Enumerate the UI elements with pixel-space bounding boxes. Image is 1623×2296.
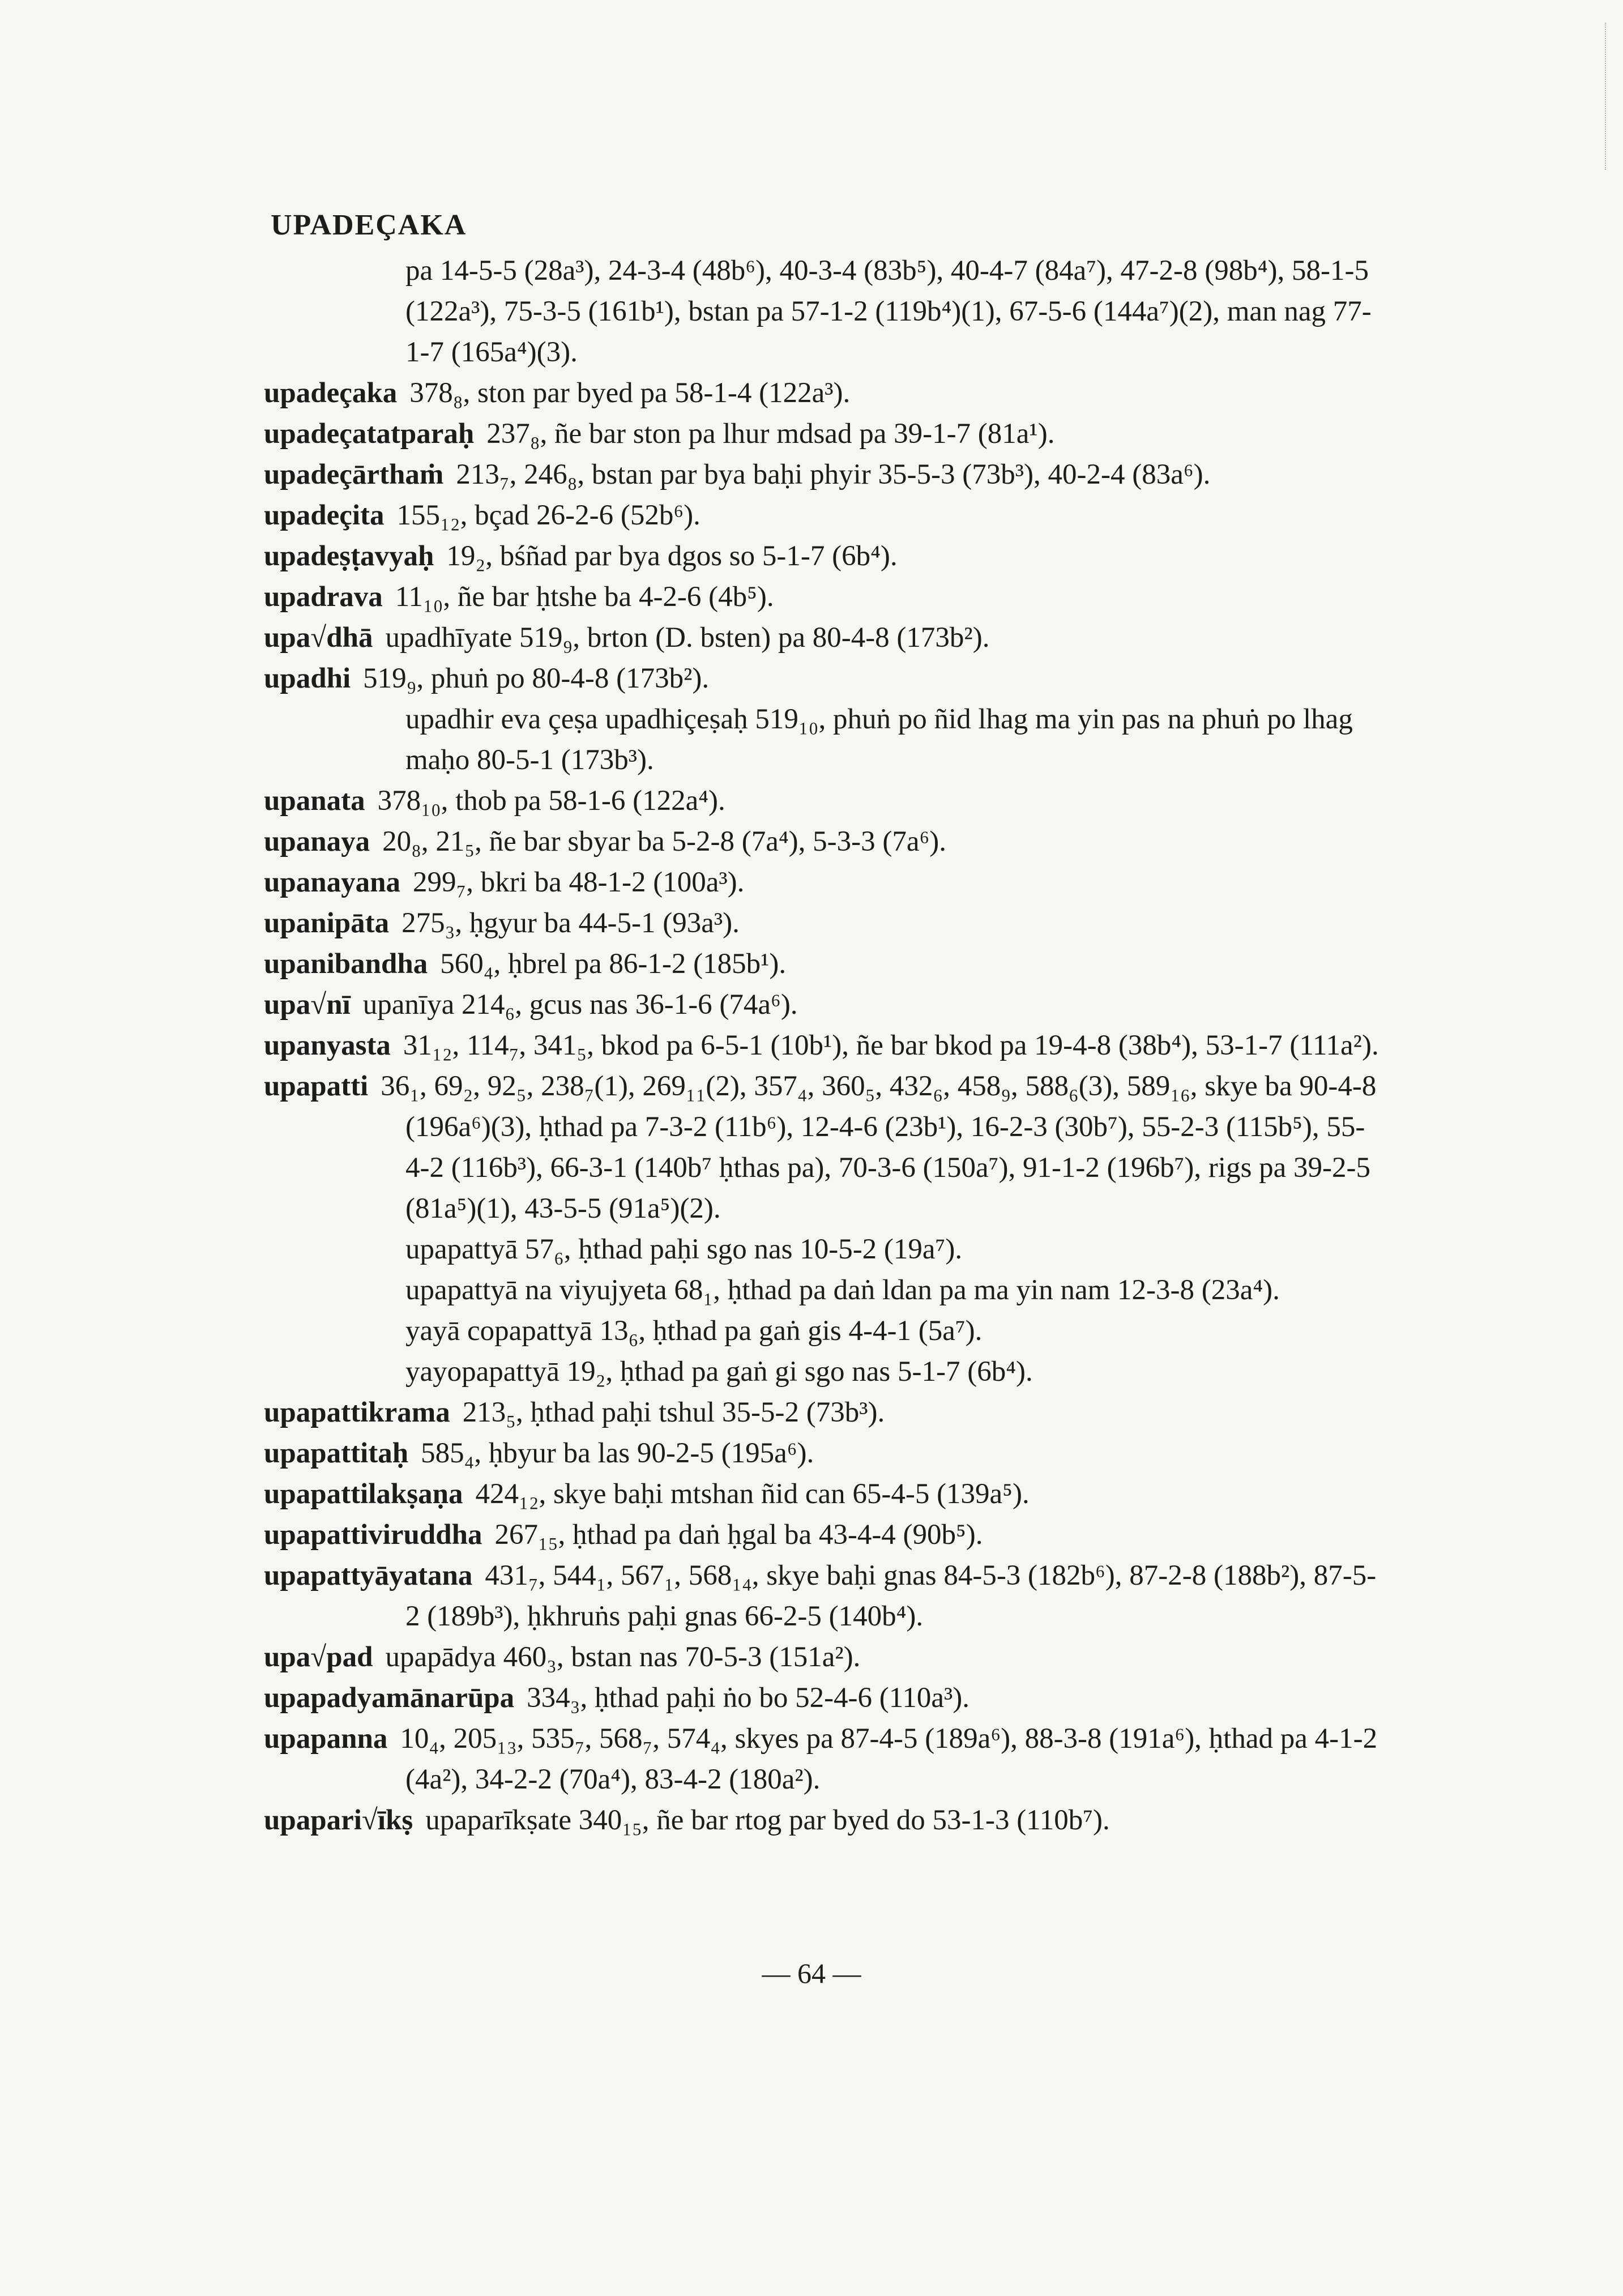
entry-headword: upapattilakṣaṇa	[264, 1478, 463, 1510]
entry-text: 275₃, ḥgyur ba 44-5-1 (93a³).	[402, 907, 740, 939]
entry-text: 11₁₀, ñe bar ḥtshe ba 4-2-6 (4b⁵).	[395, 581, 774, 613]
entry-text: yayā copapattyā 13₆, ḥthad pa gaṅ gis 4-4-1 (5a⁷).	[405, 1315, 983, 1347]
dictionary-entry	[264, 250, 1382, 373]
dictionary-entry	[264, 1800, 1382, 1841]
dictionary-entry	[264, 1025, 1382, 1066]
dictionary-entry	[264, 536, 1382, 577]
entry-text: 424₁₂, skye baḥi mtshan ñid can 65-4-5 (139a⁵).	[475, 1478, 1030, 1510]
dictionary-entry	[264, 1514, 1382, 1555]
dictionary-entry	[264, 413, 1382, 454]
entry-text: 36₁, 69₂, 92₅, 238₇(1), 269₁₁(2), 357₄, 360₅, 432₆, 458₉, 588₆(3), 589₁₆, skye ba 90-4-8 (196a⁶)(3), ḥthad pa 7-3-2 (11b⁶), 12-4-6 (23b¹), 16-2-3 (30b⁷), 55-2-3 (115b⁵), 55-4-2 (116b³), 66-3-1 (140b⁷ ḥthas pa), 70-3-6 (150a⁷), 91-1-2 (196b⁷), rigs pa 39-2-5 (81a⁵)(1), 43-5-5 (91a⁵)(2).	[381, 1070, 1377, 1224]
entry-headword: upanibandha	[264, 948, 428, 980]
entry-text: 20₈, 21₅, ñe bar sbyar ba 5-2-8 (7a⁴), 5-3-3 (7a⁶).	[382, 826, 946, 857]
entry-headword: upadrava	[264, 581, 383, 613]
entry-headword: upapari√īkṣ	[264, 1804, 413, 1836]
entry-headword: upa√dhā	[264, 622, 373, 654]
dictionary-entry	[264, 454, 1382, 495]
entry-text: 585₄, ḥbyur ba las 90-2-5 (195a⁶).	[421, 1437, 814, 1469]
entry-headword: upapanna	[264, 1723, 388, 1755]
entry-headword: upadeçita	[264, 500, 385, 531]
entry-list	[264, 250, 1382, 1841]
entry-headword: upadeçārthaṁ	[264, 459, 444, 490]
sub-entry	[264, 1270, 1382, 1311]
sub-entry	[264, 1351, 1382, 1392]
entry-text: 237₈, ñe bar ston pa lhur mdsad pa 39-1-7 (81a¹).	[486, 418, 1055, 450]
dictionary-entry	[264, 1637, 1382, 1678]
dictionary-entry	[264, 1678, 1382, 1718]
entry-text: upaparīkṣate 340₁₅, ñe bar rtog par byed do 53-1-3 (110b⁷).	[425, 1804, 1110, 1836]
entry-text: 519₉, phuṅ po 80-4-8 (173b²).	[363, 663, 710, 694]
entry-text: 431₇, 544₁, 567₁, 568₁₄, skye baḥi gnas 84-5-3 (182b⁶), 87-2-8 (188b²), 87-5-2 (189b³), ḥkhruṅs paḥi gnas 66-2-5 (140b⁴).	[405, 1560, 1377, 1632]
entry-text: yayopapattyā 19₂, ḥthad pa gaṅ gi sgo nas 5-1-7 (6b⁴).	[405, 1356, 1033, 1388]
dictionary-entry	[264, 495, 1382, 536]
entry-text: 560₄, ḥbrel pa 86-1-2 (185b¹).	[440, 948, 787, 980]
entry-headword: upadeçaka	[264, 377, 398, 409]
entry-text: 19₂, bśñad par bya dgos so 5-1-7 (6b⁴).	[446, 540, 898, 572]
entry-text: upadhir eva çeṣa upadhiçeṣaḥ 519₁₀, phuṅ po ñid lhag ma yin pas na phuṅ po lhag maḥo 80-5-1 (173b³).	[405, 703, 1353, 776]
entry-text: upanīya 214₆, gcus nas 36-1-6 (74a⁶).	[362, 989, 798, 1021]
dictionary-entry	[264, 944, 1382, 984]
dictionary-entry	[264, 780, 1382, 821]
entry-headword: upanipāta	[264, 907, 390, 939]
entry-text: 378₈, ston par byed pa 58-1-4 (122a³).	[409, 377, 851, 409]
scan-edge-marks	[1605, 23, 1623, 170]
dictionary-entry	[264, 373, 1382, 413]
dictionary-entry	[264, 1392, 1382, 1433]
entry-text: 213₅, ḥthad paḥi tshul 35-5-2 (73b³).	[462, 1397, 885, 1428]
entry-text: 213₇, 246₈, bstan par bya baḥi phyir 35-5-3 (73b³), 40-2-4 (83a⁶).	[456, 459, 1211, 490]
page-number: — 64 —	[762, 1957, 861, 1989]
entry-text: 378₁₀, thob pa 58-1-6 (122a⁴).	[377, 785, 725, 817]
dictionary-entry	[264, 984, 1382, 1025]
entry-text: 155₁₂, bçad 26-2-6 (52b⁶).	[396, 500, 701, 531]
entry-headword: upanata	[264, 785, 365, 817]
entry-headword: upapattitaḥ	[264, 1437, 409, 1469]
dictionary-entry	[264, 862, 1382, 903]
entry-text: pa 14-5-5 (28a³), 24-3-4 (48b⁶), 40-3-4 (83b⁵), 40-4-7 (84a⁷), 47-2-8 (98b⁴), 58-1-5 (122a³), 75-3-5 (161b¹), bstan pa 57-1-2 (119b⁴)(1), 67-5-6 (144a⁷)(2), man nag 77-1-7 (165a⁴)(3).	[405, 255, 1372, 368]
entry-text: upapādya 460₃, bstan nas 70-5-3 (151a²).	[385, 1641, 861, 1673]
entry-headword: upa√nī	[264, 989, 351, 1021]
entry-headword: upa√pad	[264, 1641, 373, 1673]
dictionary-entry	[264, 1555, 1382, 1637]
entry-headword: upadeçatatparaḥ	[264, 418, 475, 450]
entry-headword: upanyasta	[264, 1030, 391, 1061]
dictionary-entry	[264, 821, 1382, 862]
entry-headword: upapatti	[264, 1070, 369, 1102]
entry-text: upadhīyate 519₉, brton (D. bsten) pa 80-4-8 (173b²).	[385, 622, 990, 654]
entry-headword: upanaya	[264, 826, 370, 857]
dictionary-entry	[264, 1433, 1382, 1474]
entry-text: 299₇, bkri ba 48-1-2 (100a³).	[412, 867, 745, 898]
entry-headword: upapattikrama	[264, 1397, 450, 1428]
entry-text: 334₃, ḥthad paḥi ṅo bo 52-4-6 (110a³).	[527, 1682, 970, 1714]
sub-entry	[264, 1311, 1382, 1351]
entry-headword: upanayana	[264, 867, 400, 898]
entry-headword: upapattyāyatana	[264, 1560, 473, 1591]
entry-headword: upapadyamānarūpa	[264, 1682, 515, 1714]
entry-headword: upadhi	[264, 663, 351, 694]
entry-text: 267₁₅, ḥthad pa daṅ ḥgal ba 43-4-4 (90b⁵).	[494, 1519, 983, 1551]
dictionary-entry	[264, 1474, 1382, 1514]
running-header: UPADEÇAKA	[271, 209, 467, 241]
sub-entry	[264, 1229, 1382, 1270]
dictionary-entry	[264, 617, 1382, 658]
entry-headword: upadeṣṭavyaḥ	[264, 540, 434, 572]
dictionary-entry	[264, 1066, 1382, 1229]
entry-text: 10₄, 205₁₃, 535₇, 568₇, 574₄, skyes pa 87-4-5 (189a⁶), 88-3-8 (191a⁶), ḥthad pa 4-1-2 (4a²), 34-2-2 (70a⁴), 83-4-2 (180a²).	[400, 1723, 1378, 1795]
dictionary-entry	[264, 658, 1382, 699]
dictionary-entry	[264, 1718, 1382, 1800]
entry-text: upapattyā na viyujyeta 68₁, ḥthad pa daṅ ldan pa ma yin nam 12-3-8 (23a⁴).	[405, 1274, 1280, 1306]
dictionary-entry	[264, 903, 1382, 944]
entry-text: 31₁₂, 114₇, 341₅, bkod pa 6-5-1 (10b¹), ñe bar bkod pa 19-4-8 (38b⁴), 53-1-7 (111a²).	[403, 1030, 1379, 1061]
dictionary-entry	[264, 577, 1382, 617]
entry-headword: upapattiviruddha	[264, 1519, 482, 1551]
sub-entry	[264, 699, 1382, 780]
entry-text: upapattyā 57₆, ḥthad paḥi sgo nas 10-5-2 (19a⁷).	[405, 1234, 963, 1265]
